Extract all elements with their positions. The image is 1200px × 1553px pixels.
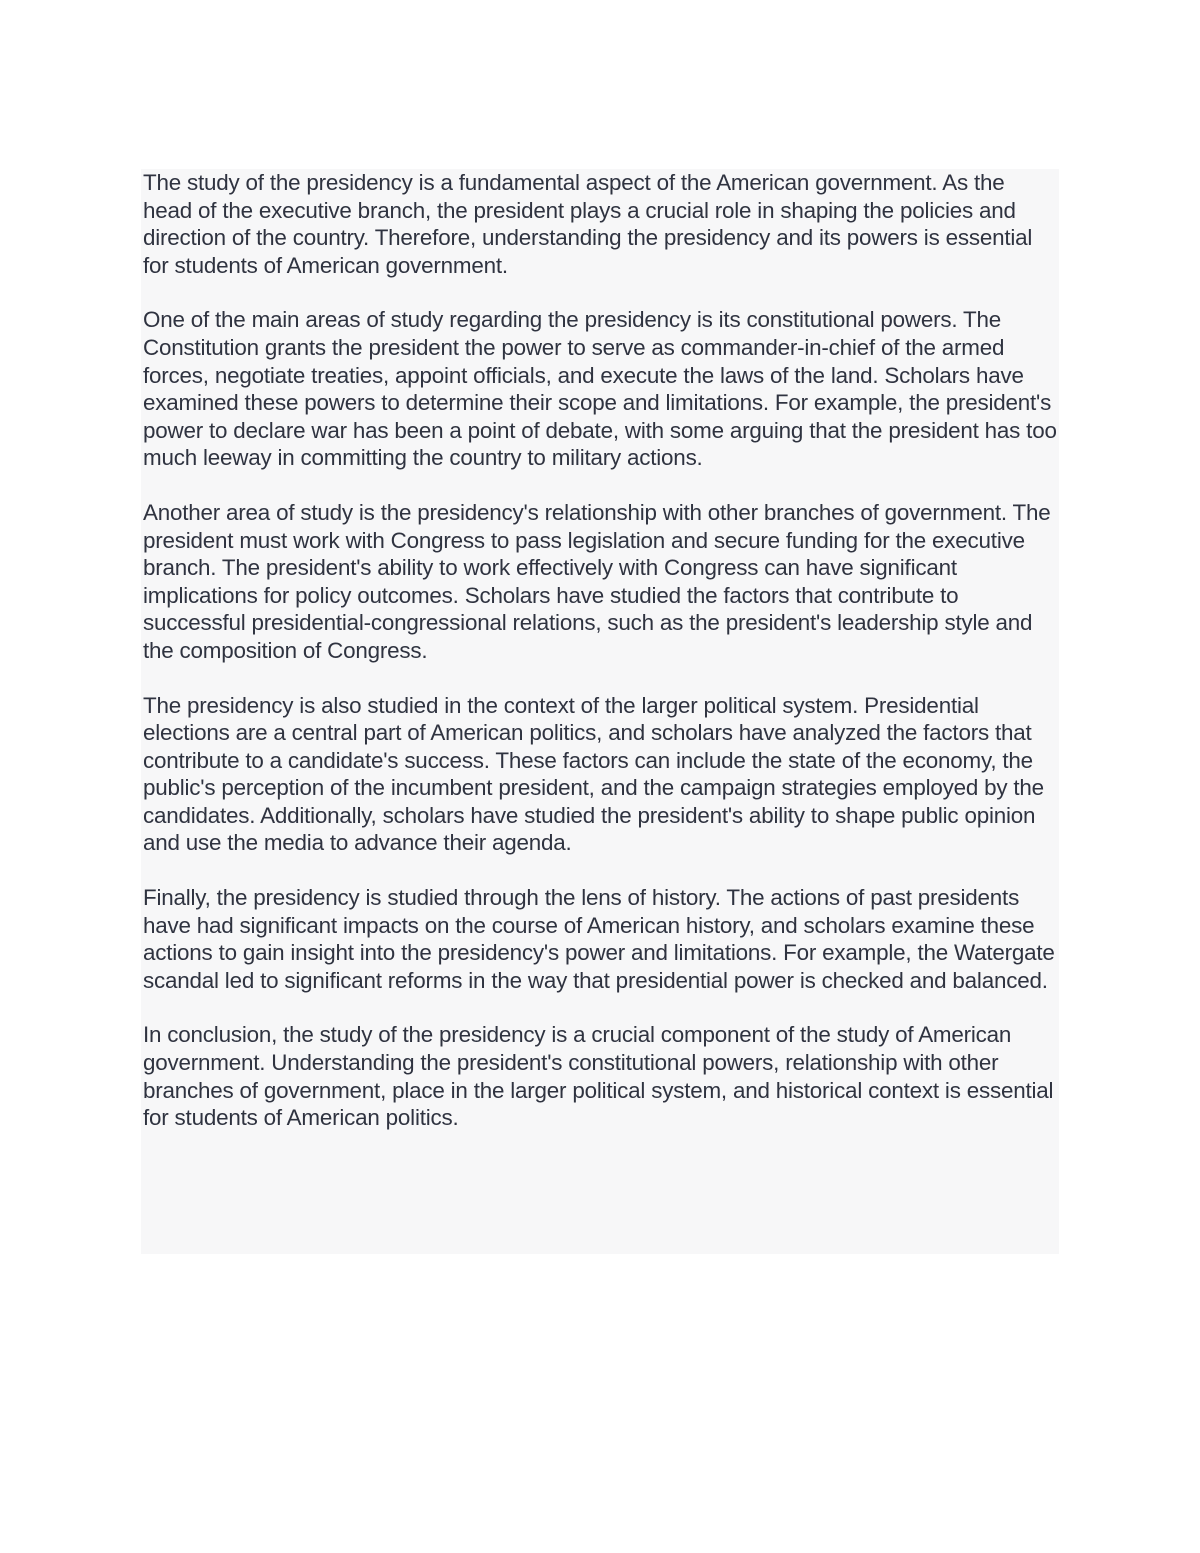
paragraph-political-system: The presidency is also studied in the context of the larger political system. Presidential elections are a central part of American politics, and scholars have analyzed the factors that contribute to a candidate's success. These factors can include the state of the economy, the public's perception of the incumbent president, and the campaign strategies employed by the candidates. Additionally, scholars have studied the president's ability to shape public opinion and use the media to advance their agenda. bbox=[143, 692, 1044, 856]
paragraph-history: Finally, the presidency is studied through the lens of history. The actions of past presidents have had significant impacts on the course of American history, and scholars examine these actions to gain insight into the presidency's power and limitations. For example, the Watergate scandal led to significant reforms in the way that presidential power is checked and balanced. bbox=[143, 885, 1055, 993]
paragraph-conclusion: In conclusion, the study of the presidency is a crucial component of the study of American government. Understanding the president's constitutional powers, relationship with other branches of government, place in the larger political system, and historical context is essential for students of American politics. bbox=[143, 1022, 1054, 1131]
essay-text-block bbox=[141, 169, 1059, 1254]
paragraph-constitutional-powers: One of the main areas of study regarding the presidency is its constitutional powers. The Constitution grants the president the power to serve as commander-in-chief of the armed forces, negotiate treaties, appoint officials, and execute the laws of the land. Scholars have examined these powers to determine their scope and limitations. For example, the president's power to declare war has been a point of debate, with some arguing that the president has too much leeway in committing the country to military actions. bbox=[143, 307, 1057, 471]
paragraph-introduction: The study of the presidency is a fundamental aspect of the American government. As the head of the executive branch, the president plays a crucial role in shaping the policies and direction of the country. Therefore, understanding the presidency and its powers is essential for students of American government. bbox=[143, 170, 1033, 278]
paragraph-branch-relations: Another area of study is the presidency's relationship with other branches of government. The president must work with Congress to pass legislation and secure funding for the executive branch. The president's ability to work effectively with Congress can have significant implications for policy outcomes. Scholars have studied the factors that contribute to successful presidential-congressional relations, such as the president's leadership style and the composition of Congress. bbox=[143, 499, 1051, 663]
